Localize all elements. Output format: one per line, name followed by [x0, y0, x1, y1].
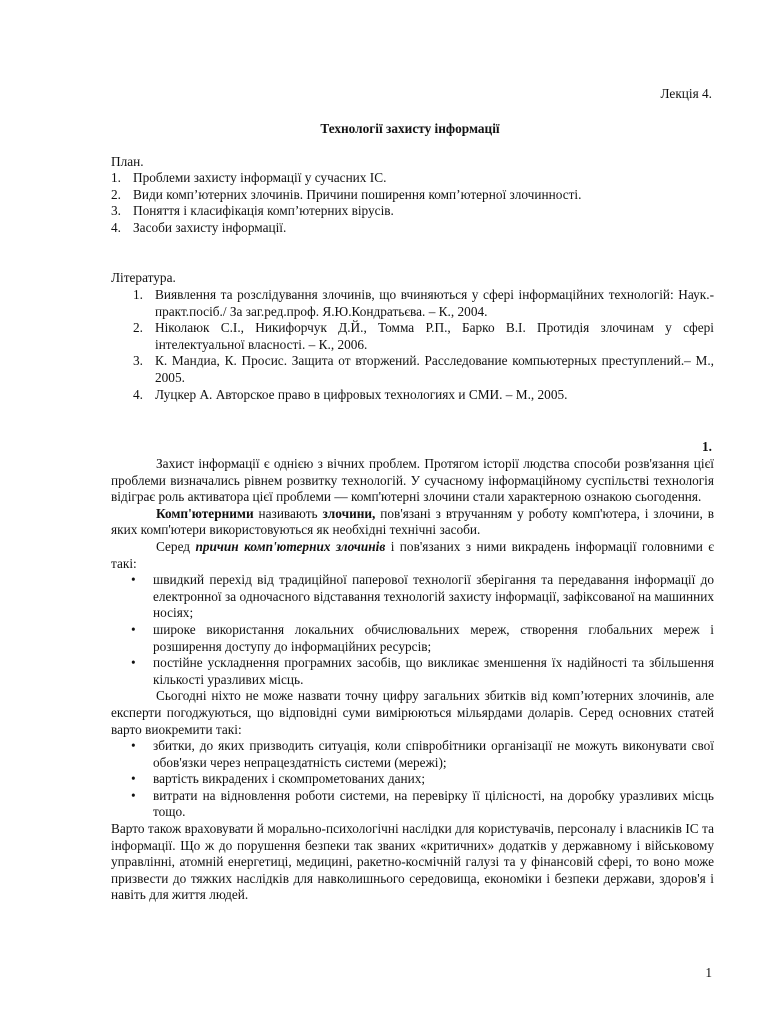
literature-item-text: Ніколаюк С.І., Никифорчук Д.Й., Томма Р.П., Барко В.І. Протидія злочинам у сфері інтелектуальної власності. – К., 2006.: [155, 320, 714, 352]
list-item: [111, 655, 714, 688]
plan-item-number: 4.: [111, 219, 121, 235]
list-item: [111, 738, 714, 771]
plan-item: [111, 203, 581, 220]
bullet-icon: •: [131, 787, 136, 803]
list-item: [111, 771, 714, 788]
literature-item: [133, 287, 714, 320]
lecture-number: Лекція 4.: [660, 86, 712, 101]
plan-item-number: 3.: [111, 203, 121, 219]
literature-item-text: Луцкер А. Авторское право в цифровых технологиях и СМИ. – М., 2005.: [155, 386, 568, 402]
document-title: Технології захисту інформації: [320, 121, 500, 136]
plan-item-text: Поняття і класифікація комп’ютерних вірусів.: [133, 203, 394, 219]
list-item-text: вартість викрадених і скомпрометованих даних;: [153, 771, 426, 787]
list-item: [111, 622, 714, 655]
paragraph-definition: [111, 506, 714, 539]
literature-item-number: 4.: [133, 386, 143, 402]
bullet-icon: •: [131, 621, 136, 637]
literature-item-text: Виявлення та розслідування злочинів, що вчиняються у сфері інформаційних технологій: Наук.-практ.посіб./ За заг.ред.проф. Я.Ю.Кондратьєва. – К., 2004.: [155, 287, 714, 319]
paragraph-text: Серед: [156, 538, 196, 554]
plan-item-text: Види комп’ютерних злочинів. Причини поширення комп’ютерної злочинності.: [133, 186, 582, 202]
list-item-text: збитки, до яких призводить ситуація, коли співробітники організації не можуть виконувати свої обов'язки через непрацездатність системи (мережі);: [153, 738, 714, 770]
plan-item-text: Проблеми захисту інформації у сучасних ІС.: [133, 170, 387, 185]
section-number: 1.: [702, 439, 712, 454]
literature-heading: Література.: [111, 270, 176, 285]
plan-item-number: 2.: [111, 186, 121, 202]
bullet-icon: •: [131, 738, 136, 754]
paragraph-text: і пов'язаних з ними викрадень інформації головними є такі:: [111, 538, 714, 571]
plan-list: [111, 170, 581, 236]
term-computer: Комп'ютерними: [156, 505, 254, 521]
paragraph-losses: Сьогодні ніхто не може назвати точну цифру загальних збитків від комп’ютерних злочинів, але експерти погоджуються, що відповідні суми вимірюються мільярдами доларів. Серед основних статей варто виокремити такі:: [111, 688, 714, 737]
literature-item: [133, 353, 714, 386]
paragraph-text: пов'язані з втручанням у роботу комп'ютера, і злочини, в яких комп'ютери використовуються як необхідні технічні засоби.: [111, 505, 714, 538]
bullet-icon: •: [131, 572, 136, 588]
literature-item-number: 1.: [133, 287, 143, 302]
list-item-text: широке використання локальних обчислювальних мереж, створення глобальних мереж і розширення доступу до інформаційних ресурсів;: [153, 621, 714, 654]
literature-item-text: К. Мандиа, К. Просис. Защита от вторжений. Расследование компьютерных преступлений.– М., 2005.: [155, 353, 714, 385]
list-item-text: швидкий перехід від традиційної паперової технології зберігання та передавання інформації до електронної за одночасного відставання технологій захисту інформації, зафіксованої на машинних носіях;: [153, 572, 714, 621]
plan-item-text: Засоби захисту інформації.: [133, 219, 287, 235]
literature-item: [133, 320, 714, 353]
list-item: [111, 788, 714, 821]
literature-item-number: 2.: [133, 320, 143, 336]
bullet-icon: •: [131, 655, 136, 671]
paragraph-text: називають: [253, 505, 323, 521]
paragraph-causes: [111, 539, 714, 572]
page-number: 1: [705, 965, 712, 981]
list-item-text: постійне ускладнення програмних засобів, що викликає зменшення їх надійності та збільшення кількості уразливих місць.: [153, 655, 714, 687]
list-item-text: витрати на відновлення роботи системи, на перевірку її цілісності, на доробку уразливих місць тощо.: [153, 787, 714, 820]
bullet-icon: •: [131, 771, 136, 787]
plan-item: [111, 170, 581, 187]
term-causes: причин комп'ютерних злочинів: [195, 538, 386, 554]
paragraph-intro: Захист інформації є однією з вічних проблем. Протягом історії людства способи розв'язання цієї проблеми визначались рівнем розвитку технологій. У сучасному інформаційному суспільстві технологія відіграє роль активатора цієї проблеми — комп'ютерні злочини стали характерною ознакою сьогодення.: [111, 456, 714, 505]
plan-item: [111, 220, 581, 237]
literature-item: [133, 387, 714, 404]
plan-item-number: 1.: [111, 170, 121, 185]
causes-list: [111, 572, 714, 688]
literature-item-number: 3.: [133, 353, 143, 369]
losses-list: [111, 738, 714, 821]
list-item: [111, 572, 714, 622]
section-body: [111, 456, 714, 904]
paragraph-consequences: Варто також враховувати й морально-психологічні наслідки для користувачів, персоналу і власників ІС та інформації. Що ж до порушення безпеки так званих «критичних» додатків у державному і військовому управлінні, атомній енергетиці, медицині, ракетно-космічній галузі та у фінансовій сфері, то воно може призвести до тяжких наслідків для навколишнього середовища, економіки і безпеки держави, здоров'я і навіть для життя людей.: [111, 821, 714, 903]
literature-list: [133, 287, 714, 403]
plan-item: [111, 187, 581, 204]
plan-heading: План.: [111, 154, 144, 169]
term-crimes: злочини,: [322, 505, 376, 521]
